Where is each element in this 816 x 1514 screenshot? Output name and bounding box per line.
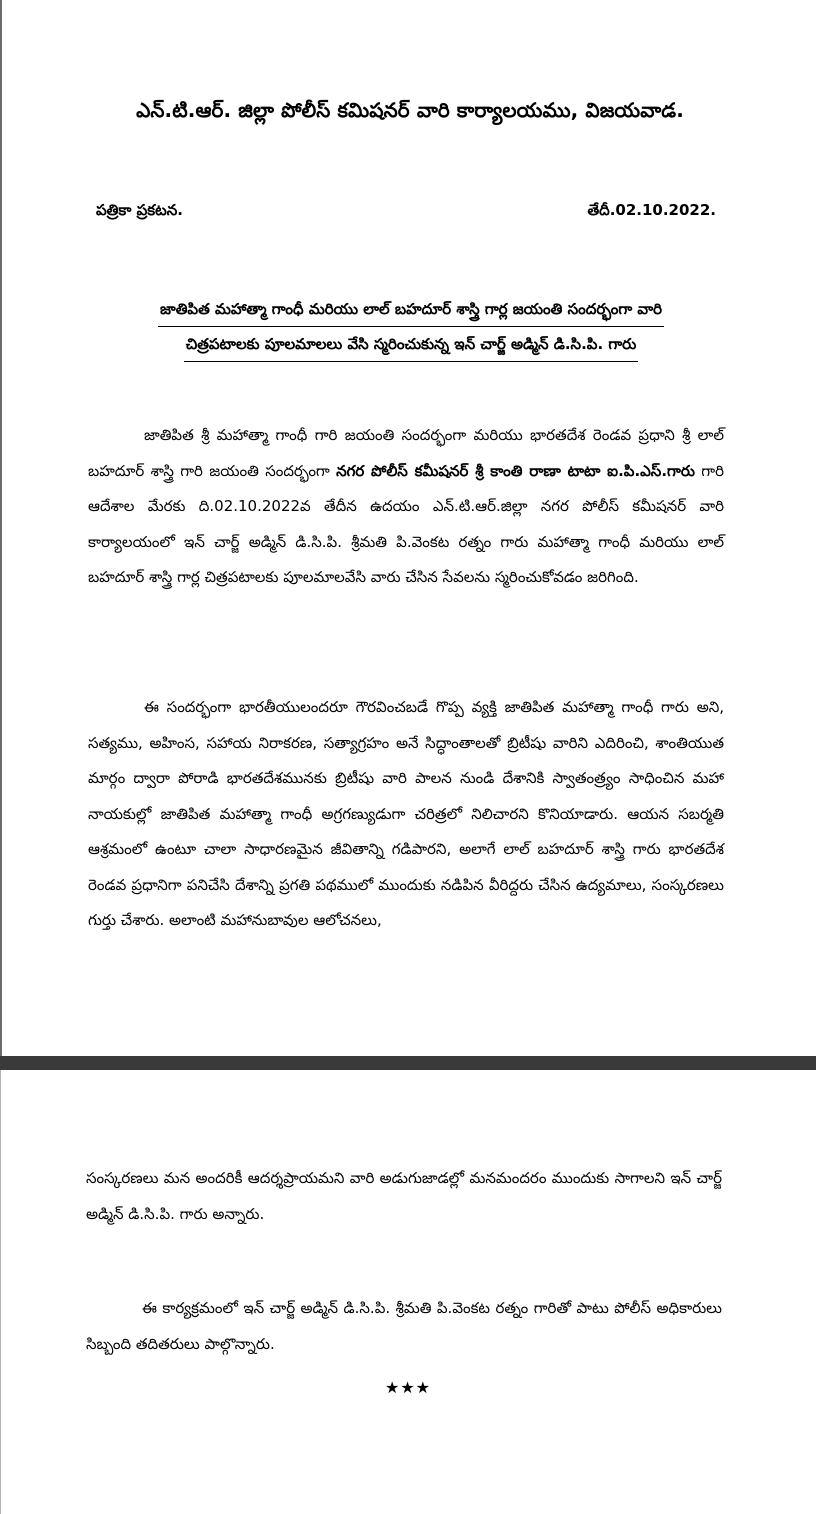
headline-line-1: జాతిపిత మహాత్మా గాంధీ మరియు లాల్ బహదూర్ శాస్త్రి గార్ల జయంతి సందర్భంగా వారి (158, 292, 664, 327)
para1-text-a: జాతిపిత శ్రీ మహాత్మా గాంధీ గారి జయంతి సందర్భంగా మరియు భారతదేశ రెండవ ప్రధాని శ్రీ లాల్ బహదూర్ శాస్త్రి గారి జయంతి సందర్భంగా (88, 426, 724, 480)
para1-bold-commissioner: నగర పోలీస్ కమీషనర్ శ్రీ కాంతి రాణా టాటా ఐ.పి.ఎస్.గారు (336, 461, 695, 480)
body-paragraph-3: సంస్కరణలు మన అందరికీ ఆదర్శప్రాయమని వారి అడుగుజాడల్లో మనమందరం ముందుకు సాగాలని ఇన్ చార్జ్ అడ్మిన్ డి.సి.పి. గారు అన్నారు. (86, 1169, 722, 1223)
end-stars: ★★★ (384, 1378, 432, 1397)
body-paragraph-2: ఈ సందర్భంగా భారతీయులందరూ గౌరవించబడే గొప్ప వ్యక్తి జాతిపిత మహాత్మా గాంధీ గారు అని, సత్యము, అహింస, సహాయ నిరాకరణ, సత్యాగ్రహం అనే సిద్ధాంతాలతో బ్రిటీషు వారిని ఎదిరించి, శాంతియుత మార్గం ద్వారా పోరాడి భారతదేశమునకు బ్రిటీషు వారి పాలన నుండి దేశానికి స్వాతంత్ర్యం సాధించిన మహా నాయకుల్లో జాతిపిత మహాత్మా గాంధీ అగ్రగణ్యుడుగా చరిత్రలో నిలిచారని కొనియాడారు. ఆయన సబర్మతి ఆశ్రమంలో ఉంటూ చాలా సాధారణమైన జీవితాన్ని గడిపారని, అలాగే లాల్ బహదూర్ శాస్త్రి గారు భారతదేశ రెండవ ప్రధానిగా పనిచేసి దేశాన్ని ప్రగతి పథములో ముందుకు నడిపిన వీరిద్దరు చేసిన ఉద్యమాలు, సంస్కరణలు గుర్తు చేశారు. అలాంటి మహానుబావుల ఆలోచనలు, (88, 698, 724, 929)
para1-text-b: గారి ఆదేశాల మేరకు ది.02.10.2022వ తేదీన ఉదయం ఎన్.టి.ఆర్.జిల్లా నగర పోలీస్ కమీషనర్ వారి కార్యాలయంలో ఇన్ చార్జ్ అడ్మిన్ డి.సి.పి. శ్రీమతి పి.వెంకట రత్నం గారు మహాత్మా గాంధీ మరియు లాల్ బహదూర్ శాస్త్రి గార్ల చిత్రపటాలకు పూలమాలవేసి వారు చేసిన సేవలను స్మరించుకోవడం జరిగింది. (88, 461, 724, 586)
body-paragraph-4: ఈ కార్యక్రమంలో ఇన్ చార్జ్ అడ్మిన్ డి.సి.పి. శ్రీమతి పి.వెంకట రత్నం గారితో పాటు పోలీస్ అధికారులు సిబ్బంది తదితరులు పాల్గొన్నారు. (86, 1299, 722, 1353)
headline-line-2: చిత్రపటాలకు పూలమాలలు వేసి స్మరించుకున్న ఇన్ చార్జ్ అడ్మిన్ డి.సి.పి. గారు (184, 327, 639, 362)
body-paragraph-1 (88, 418, 724, 596)
headline (96, 292, 726, 362)
office-title: ఎన్.టి.ఆర్. జిల్లా పోలీస్ కమిషనర్ వారి కార్యాలయము, విజయవాడ. (136, 98, 684, 122)
press-release-label: పత్రికా ప్రకటన. (96, 201, 183, 219)
page-separator (0, 1056, 816, 1070)
release-date: తేదీ.02.10.2022. (587, 201, 716, 219)
